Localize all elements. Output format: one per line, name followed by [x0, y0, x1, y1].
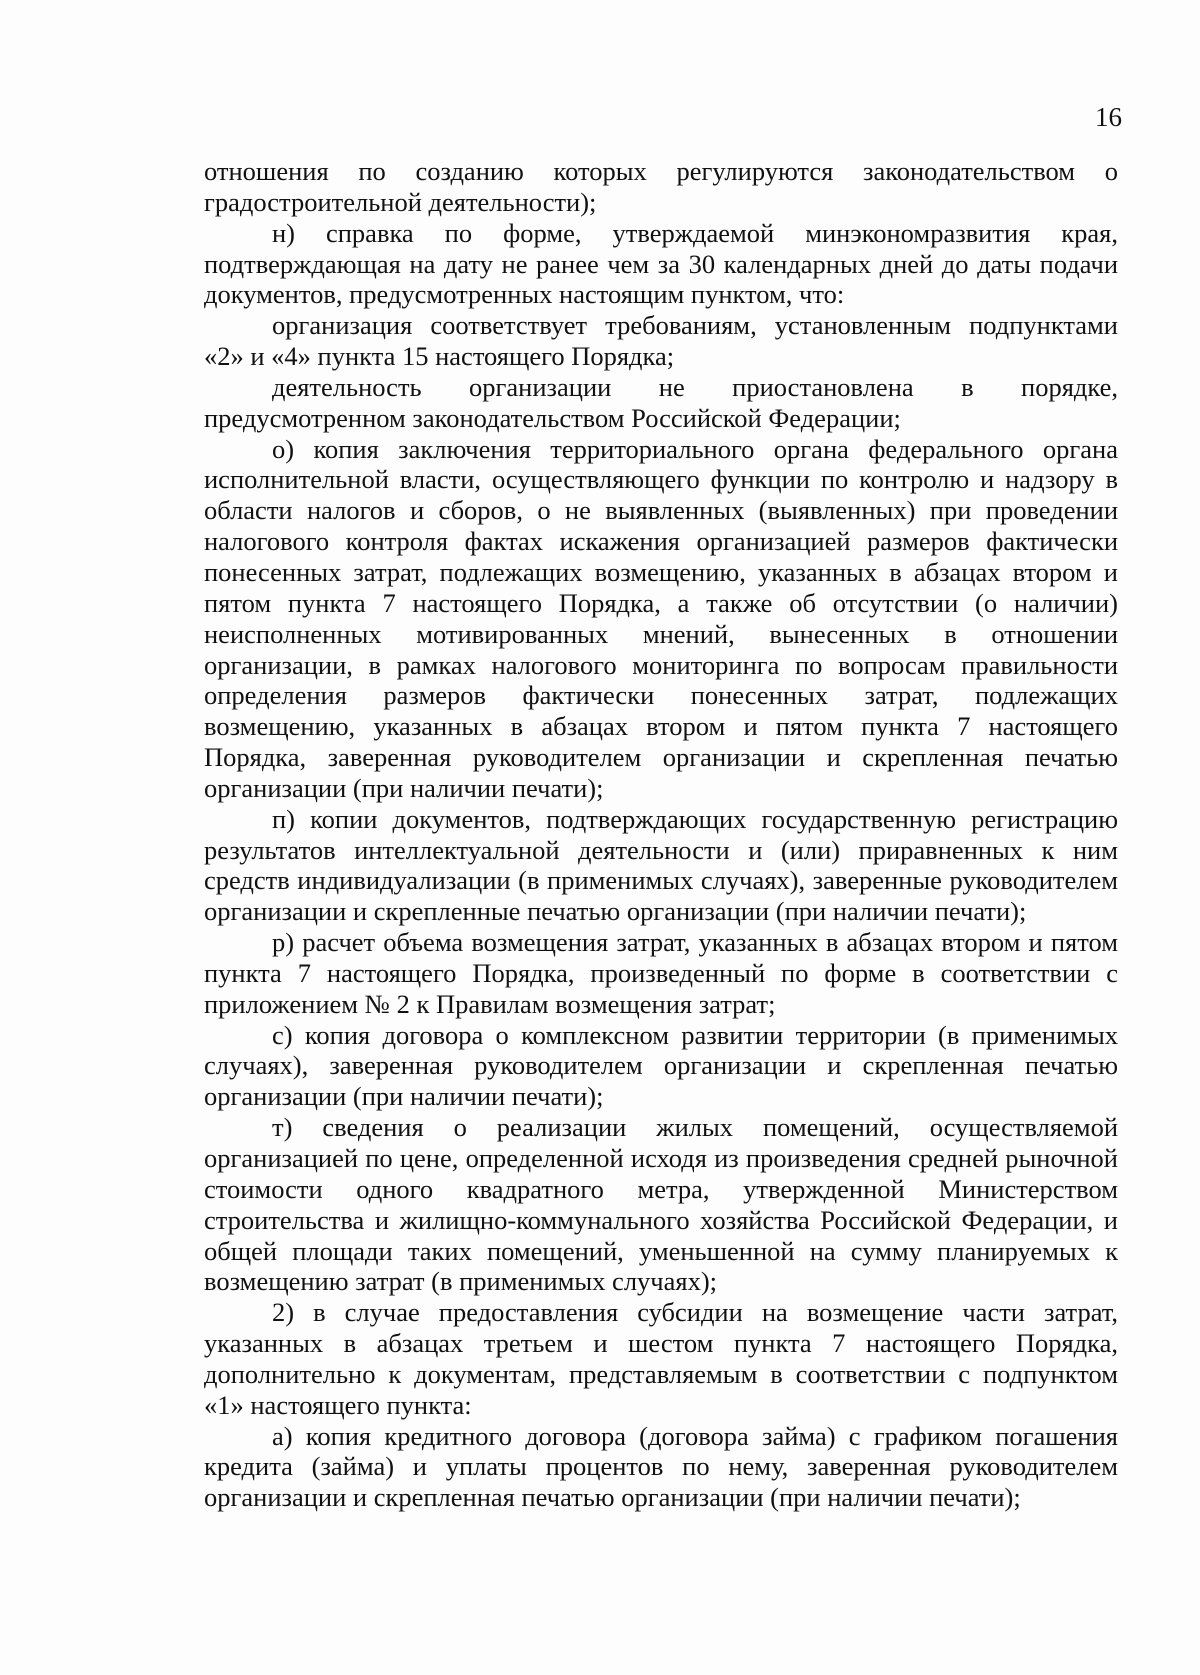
paragraph-continuation: отношения по созданию которых регулируются законодательством о градостроительной деятельности); — [204, 156, 1118, 217]
paragraph-organization-compliance: организация соответствует требованиям, установленным подпунктами «2» и «4» пункта 15 настоящего Порядка; — [204, 310, 1118, 372]
paragraph-subitem-2: 2) в случае предоставления субсидии на возмещение части затрат, указанных в абзацах третьем и шестом пункта 7 настоящего Порядка, дополнительно к документам, представляемым в соответствии с подпунктом «1» настоящего пункта: — [204, 1297, 1118, 1420]
paragraph-item-a: а) копия кредитного договора (договора займа) с графиком погашения кредита (займа) и уплаты процентов по нему, заверенная руководителем организации и скрепленная печатью организации (при наличии печати); — [204, 1420, 1118, 1513]
paragraph-item-o: о) копия заключения территориального органа федерального органа исполнительной власти, осуществляющего функции по контролю и надзору в области налогов и сборов, о не выявленных (выявленных) при проведении налогового контроля фактах искажения организацией размеров фактически понесенных затрат, подлежащих возмещению, указанных в абзацах втором и пятом пункта 7 настоящего Порядка, а также об отсутствии (о наличии) неисполненных мотивированных мнений, вынесенных в отношении организации, в рамках налогового мониторинга по вопросам правильности определения размеров фактически понесенных затрат, подлежащих возмещению, указанных в абзацах втором и пятом пункта 7 настоящего Порядка, заверенная руководителем организации и скрепленная печатью организации (при наличии печати); — [204, 433, 1118, 803]
paragraph-item-p: п) копии документов, подтверждающих государственную регистрацию результатов интеллектуальной деятельности и (или) приравненных к ним средств индивидуализации (в применимых случаях), заверенные руководителем организации и скрепленные печатью организации (при наличии печати); — [204, 803, 1118, 927]
paragraph-item-t: т) сведения о реализации жилых помещений, осуществляемой организацией по цене, определенной исходя из произведения средней рыночной стоимости одного квадратного метра, утвержденной Министерством строительства и жилищно-коммунального хозяйства Российской Федерации, и общей площади таких помещений, уменьшенной на сумму планируемых к возмещению затрат (в применимых случаях); — [204, 1112, 1118, 1297]
paragraph-item-s: с) копия договора о комплексном развитии территории (в применимых случаях), заверенная руководителем организации и скрепленная печатью организации (при наличии печати); — [204, 1019, 1118, 1112]
paragraph-item-r: р) расчет объема возмещения затрат, указанных в абзацах втором и пятом пункта 7 настоящего Порядка, произведенный по форме в соответствии с приложением № 2 к Правилам возмещения затрат; — [204, 927, 1118, 1019]
paragraph-item-n: н) справка по форме, утверждаемой минэкономразвития края, подтверждающая на дату не ранее чем за 30 календарных дней до даты подачи документов, предусмотренных настоящим пунктом, что: — [204, 217, 1118, 310]
page-number: 16 — [1095, 102, 1122, 132]
document-body — [204, 156, 1118, 1513]
paragraph-activity-not-suspended: деятельность организации не приостановлена в порядке, предусмотренном законодательством Российской Федерации; — [204, 371, 1118, 433]
